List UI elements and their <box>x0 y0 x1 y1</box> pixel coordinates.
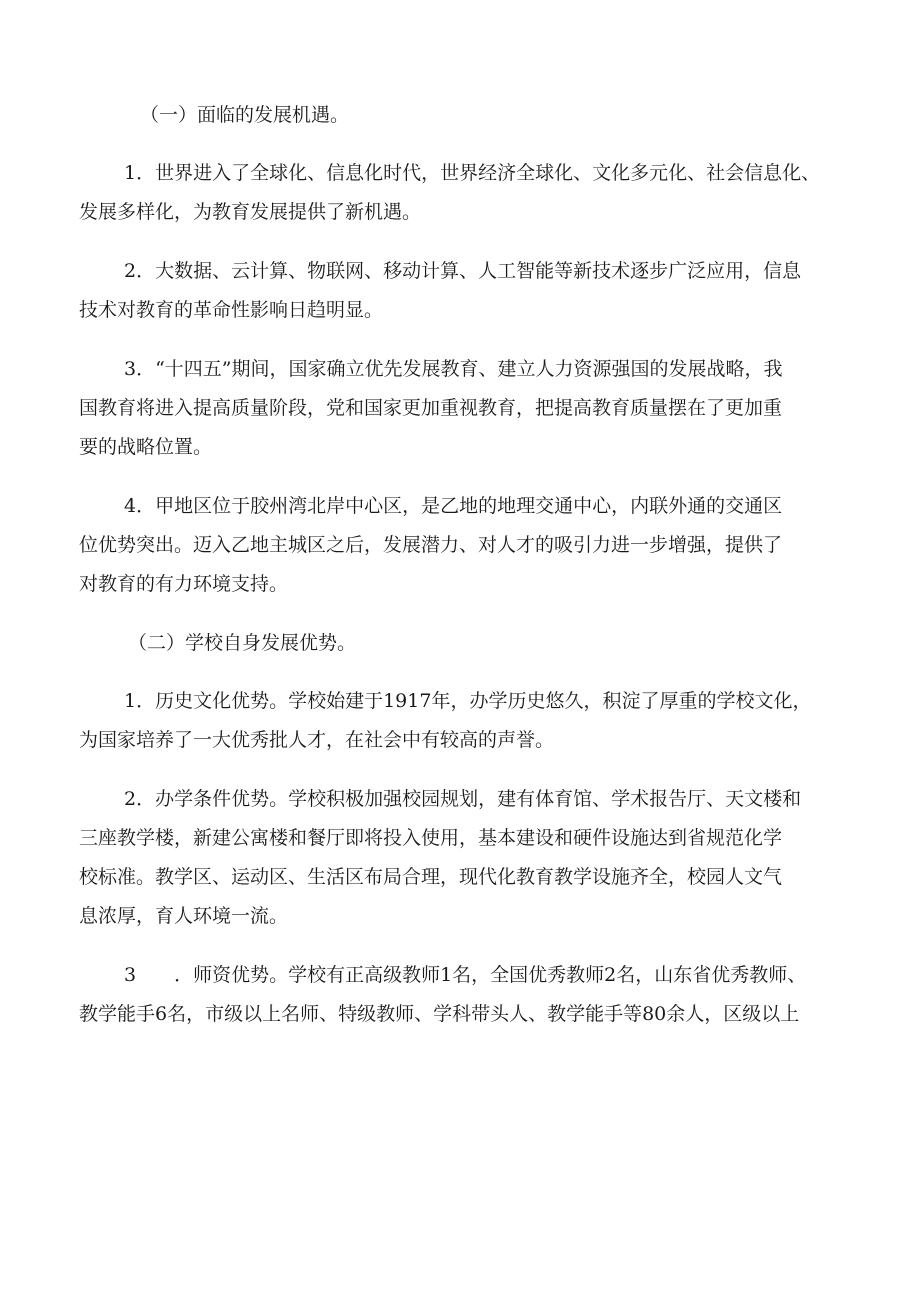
text-line: 为国家培养了一大优秀批人才，在社会中有较高的声誉。 <box>79 729 555 751</box>
text-line: 息浓厚，育人环境一流。 <box>79 905 289 927</box>
text-line: 三座教学楼，新建公寓楼和餐厅即将投入使用，基本建设和硬件设施达到省规范化学 <box>79 827 783 849</box>
text-line: 要的战略位置。 <box>79 436 213 458</box>
text-line: 位优势突出。迈入乙地主城区之后，发展潜力、对人才的吸引力进一步增强，提供了 <box>79 534 783 556</box>
paragraph <box>79 154 840 232</box>
section-heading <box>124 96 840 135</box>
text-line: 技术对教育的革命性影响日趋明显。 <box>79 299 384 321</box>
paragraph <box>79 682 840 760</box>
text-line: 发展多样化，为教育发展提供了新机遇。 <box>79 201 422 223</box>
text-line: 2．大数据、云计算、物联网、移动计算、人工智能等新技术逐步广泛应用，信息 <box>124 260 802 282</box>
paragraph <box>79 252 840 330</box>
text-line: 3．“十四五”期间，国家确立优先发展教育、建立人力资源强国的发展战略，我 <box>124 358 783 380</box>
paragraph <box>79 350 840 467</box>
text-line: 1．历史文化优势。学校始建于1917年，办学历史悠久，积淀了厚重的学校文化， <box>124 690 812 712</box>
text-line: 1．世界进入了全球化、信息化时代，世界经济全球化、文化多元化、社会信息化、 <box>124 162 821 184</box>
text-line: 国教育将进入提高质量阶段，党和国家更加重视教育，把提高教育质量摆在了更加重 <box>79 397 783 419</box>
text-line: 2．办学条件优势。学校积极加强校园规划，建有体育馆、学术报告厅、天文楼和 <box>124 788 802 810</box>
text-line: 4．甲地区位于胶州湾北岸中心区，是乙地的地理交通中心，内联外通的交通区 <box>124 495 783 517</box>
paragraph <box>79 956 840 1034</box>
section-heading <box>124 624 840 663</box>
paragraph <box>79 780 840 936</box>
text-line: （一）面临的发展机遇。 <box>140 104 350 126</box>
text-line: 校标准。教学区、运动区、生活区布局合理，现代化教育教学设施齐全，校园人文气 <box>79 866 783 888</box>
text-line: 对教育的有力环境支持。 <box>79 573 289 595</box>
text-line: 教学能手6名，市级以上名师、特级教师、学科带头人、教学能手等80余人，区级以上 <box>79 1003 800 1025</box>
text-line: 3 ．师资优势。学校有正高级教师1名，全国优秀教师2名，山东省优秀教师、 <box>124 964 807 986</box>
document-body <box>79 96 840 1054</box>
paragraph <box>79 487 840 604</box>
text-line: （二）学校自身发展优势。 <box>128 632 357 654</box>
